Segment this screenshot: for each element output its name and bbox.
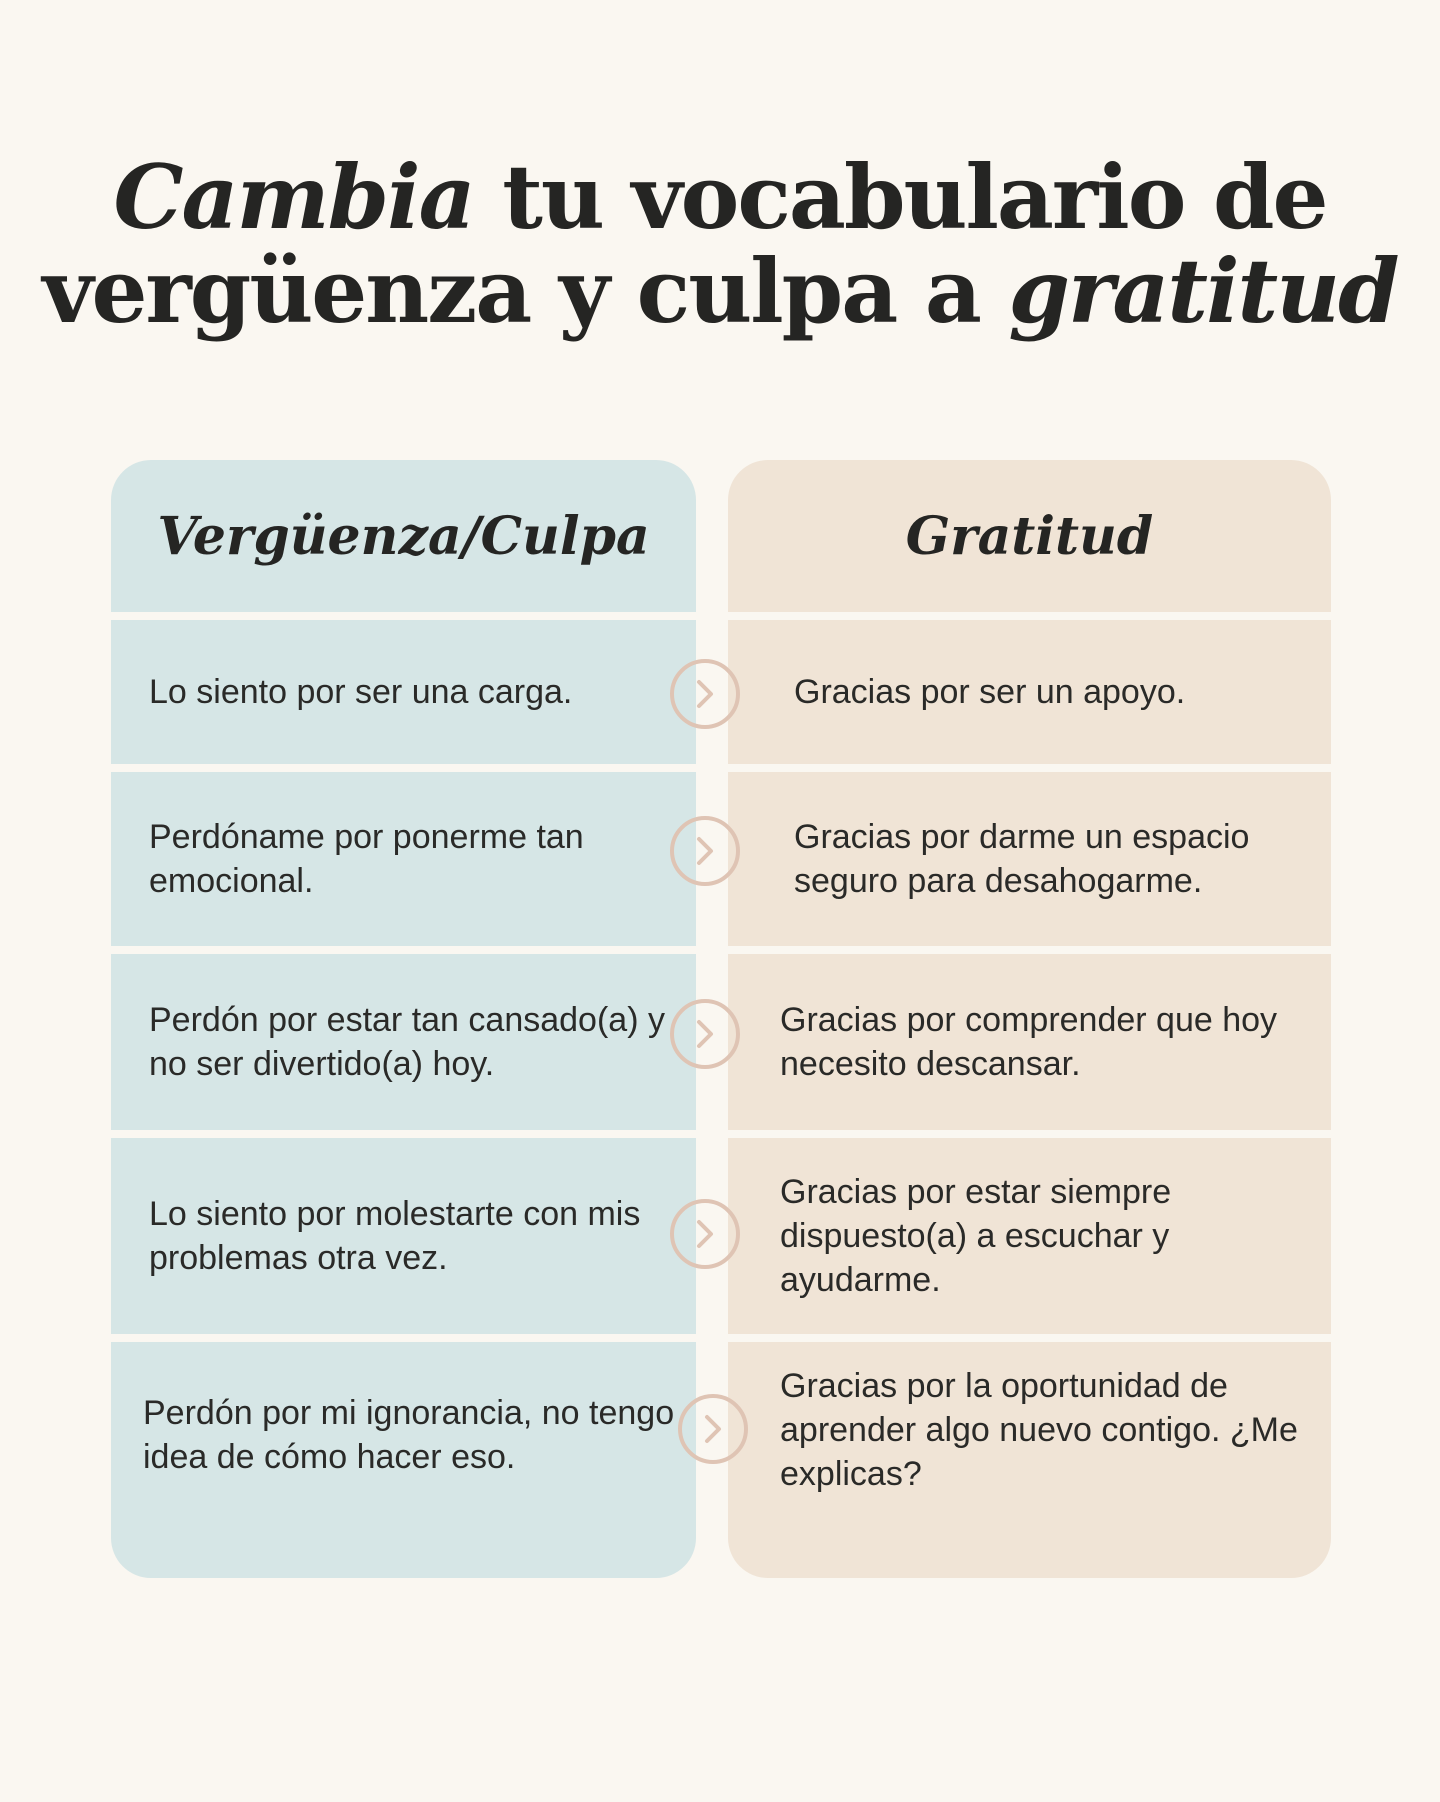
shame-header: Vergüenza/Culpa: [157, 505, 650, 567]
page-title: [0, 145, 1440, 343]
title-italic-gratitud: gratitud: [1008, 239, 1398, 343]
shame-cell: Perdóname por ponerme tan emocional.: [149, 818, 584, 900]
divider: [111, 1334, 696, 1342]
title-italic-cambia: Cambia: [113, 145, 474, 249]
divider: [728, 612, 1331, 620]
divider: [111, 764, 696, 772]
divider: [728, 764, 1331, 772]
gratitude-cell: Gracias por ser un apoyo.: [794, 673, 1186, 711]
arrow-right-icon: [670, 999, 740, 1069]
shame-cell: Perdón por mi ignorancia, no tengo idea de cómo hacer eso.: [143, 1394, 675, 1476]
divider: [728, 1334, 1331, 1342]
shame-column: [111, 460, 696, 1578]
gratitude-header: Gratitud: [905, 505, 1154, 567]
divider: [111, 946, 696, 954]
shame-cell: Perdón por estar tan cansado(a) y no ser divertido(a) hoy.: [149, 1001, 665, 1083]
title-middle: tu vocabulario de vergüenza y culpa a: [42, 145, 1327, 343]
gratitude-cell: Gracias por la oportunidad de aprender algo nuevo contigo. ¿Me explicas?: [780, 1367, 1298, 1493]
arrow-right-icon: [670, 1199, 740, 1269]
divider: [111, 1130, 696, 1138]
divider: [728, 946, 1331, 954]
shame-cell: Lo siento por molestarte con mis problemas otra vez.: [149, 1195, 641, 1277]
divider: [111, 612, 696, 620]
arrow-right-icon: [670, 816, 740, 886]
arrow-right-icon: [678, 1394, 748, 1464]
gratitude-cell: Gracias por estar siempre dispuesto(a) a escuchar y ayudarme.: [780, 1173, 1172, 1299]
divider: [728, 1130, 1331, 1138]
gratitude-column: [728, 460, 1331, 1578]
gratitude-cell: Gracias por darme un espacio seguro para desahogarme.: [794, 818, 1250, 900]
gratitude-cell: Gracias por comprender que hoy necesito descansar.: [780, 1001, 1278, 1083]
arrow-right-icon: [670, 659, 740, 729]
shame-cell: Lo siento por ser una carga.: [149, 673, 573, 711]
